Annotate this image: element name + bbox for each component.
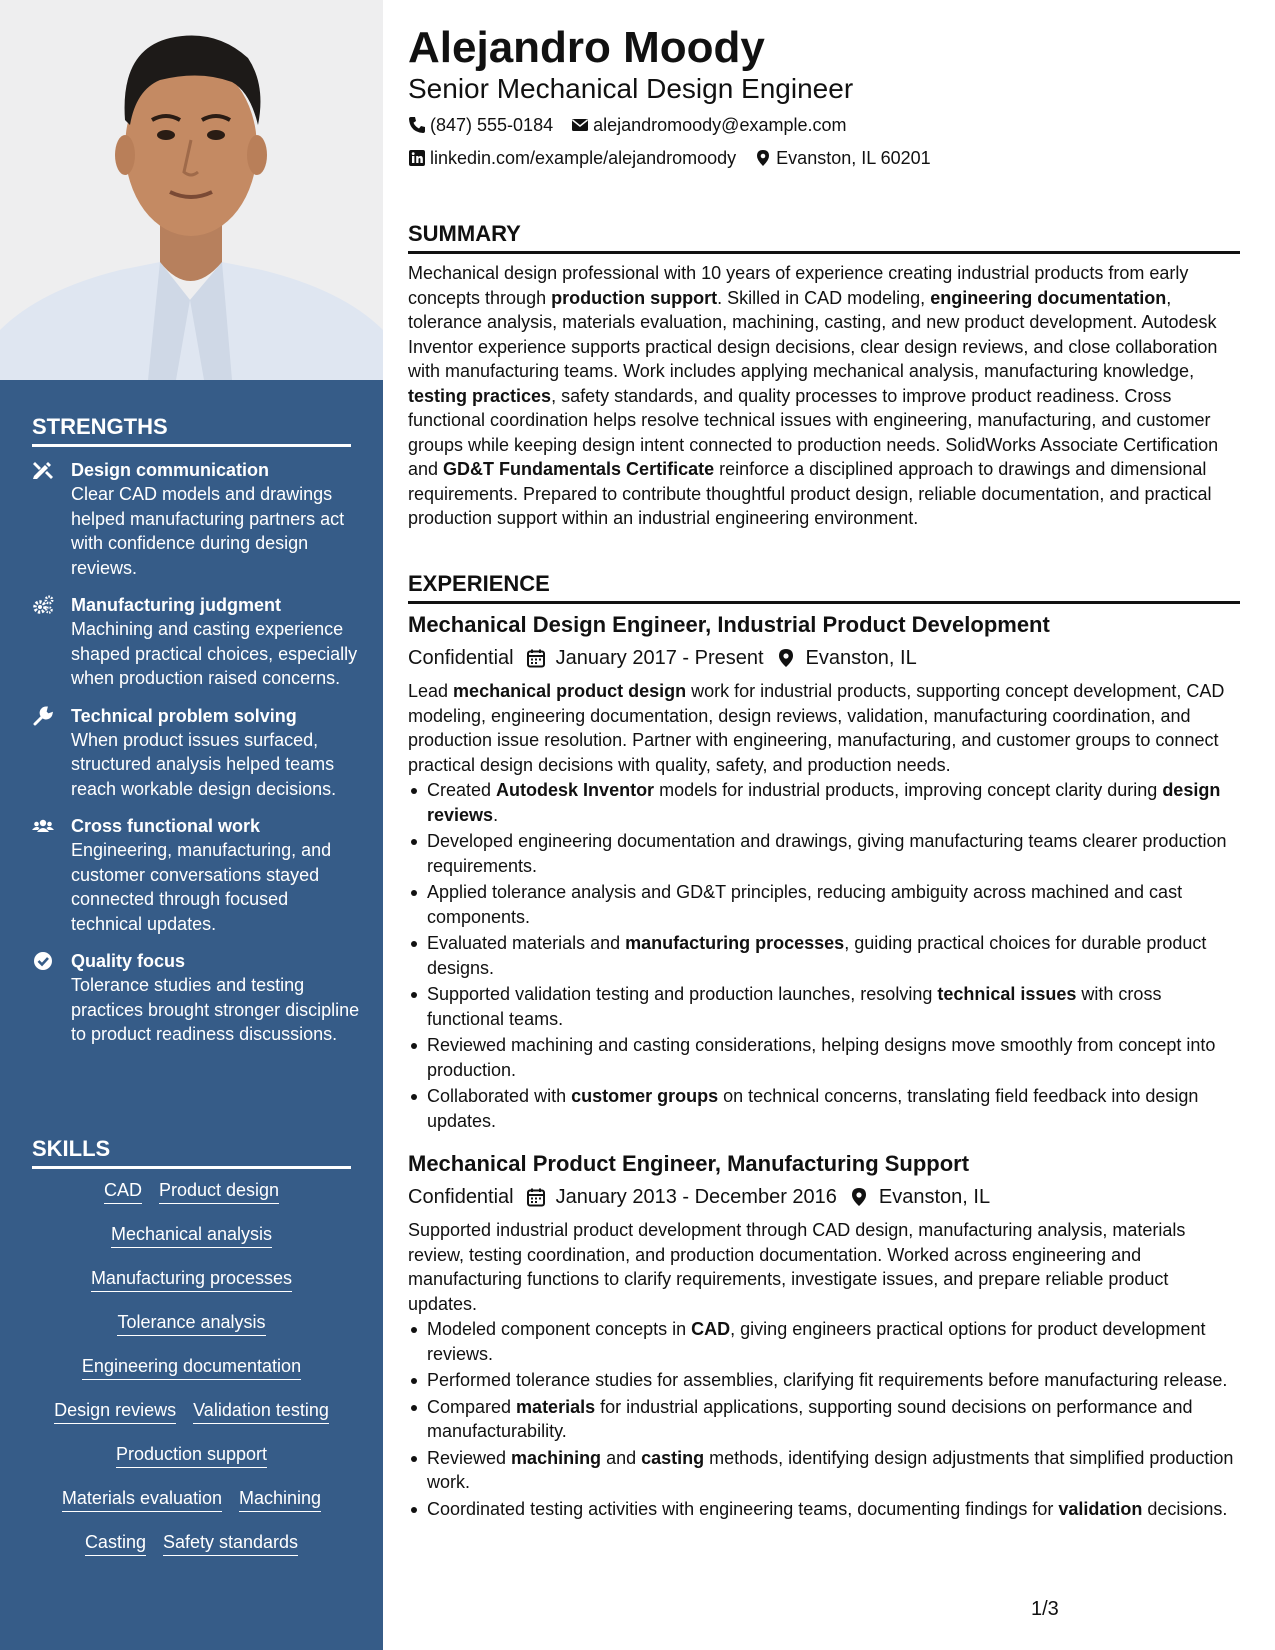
job-meta <box>408 1184 1240 1210</box>
text-run: models for industrial products, improving concept clarity during <box>654 780 1163 800</box>
emphasis-text: casting <box>641 1447 705 1468</box>
text-run: decisions. <box>1142 1498 1228 1519</box>
experience-heading: EXPERIENCE <box>408 570 1240 604</box>
gears-icon <box>32 595 54 615</box>
strength-title: Manufacturing judgment <box>71 595 281 615</box>
text-run: Evaluated materials and <box>427 933 626 953</box>
text-run: , tolerance analysis, materials evaluation, machining, casting, and new product development. Autodesk Inventor experience supports practical design decisions, clear design reviews, and close collaboration with manufacturing teams. Work includes applying mechanical analysis, manufacturing knowledge, <box>408 287 1218 381</box>
skill-tag: Safety standards <box>163 1530 298 1556</box>
skill-tag: Machining <box>239 1486 321 1512</box>
emphasis-text: testing practices <box>408 385 552 406</box>
emphasis-text: CAD <box>691 1319 731 1339</box>
skill-tag: Product design <box>159 1178 279 1204</box>
linkedin-icon <box>408 149 426 167</box>
bullet-item <box>408 931 1240 980</box>
skill-tag: CAD <box>104 1178 142 1204</box>
summary-heading: SUMMARY <box>408 220 1240 254</box>
phone-contact[interactable] <box>408 113 553 137</box>
emphasis-text: materials <box>516 1396 596 1417</box>
skill-tag: Manufacturing processes <box>91 1266 292 1292</box>
text-run: . Skilled in CAD modeling, <box>717 287 931 308</box>
emphasis-text: engineering documentation <box>930 287 1167 308</box>
bullet-item <box>408 1317 1240 1366</box>
skill-tag: Materials evaluation <box>62 1486 222 1512</box>
contact-row <box>408 113 847 137</box>
emphasis-text: machining <box>511 1447 602 1468</box>
sidebar <box>0 0 383 1650</box>
phone-number: (847) 555-0184 <box>430 115 554 135</box>
bullet-item <box>408 829 1240 878</box>
text-run: Developed engineering documentation and drawings, giving manufacturing teams clearer production requirements. <box>427 831 1227 876</box>
text-run: Performed tolerance studies for assemblies, clarifying fit requirements before manufacturing release. <box>427 1370 1228 1390</box>
email-contact[interactable] <box>571 113 846 137</box>
text-run: methods, identifying design adjustments that simplified production work. <box>427 1447 1234 1492</box>
emphasis-text: mechanical product design <box>453 681 687 701</box>
text-run: Mechanical design professional with 10 years of experience creating industrial products from early concepts through <box>408 263 1189 308</box>
strengths-list <box>32 458 362 1060</box>
text-run: , safety standards, and quality processes to improve product readiness. Cross functional coordination helps resolve technical issues with engineering, manufacturing, and customer groups while keeping design intent connected to production needs. SolidWorks Associate Certification and <box>408 385 1219 479</box>
strengths-heading: STRENGTHS <box>32 414 351 447</box>
strength-title: Cross functional work <box>71 816 261 836</box>
contact-row <box>408 146 931 170</box>
map-pin-icon <box>776 648 796 668</box>
bullet-item <box>408 982 1240 1031</box>
strength-item <box>32 704 362 802</box>
skills-list <box>32 1178 351 1556</box>
wrench-icon <box>32 706 54 726</box>
text-run: Modeled component concepts in <box>427 1319 692 1339</box>
skill-tag: Validation testing <box>193 1398 329 1424</box>
text-run: Reviewed <box>427 1447 512 1468</box>
job-description <box>408 679 1240 777</box>
location-contact <box>754 146 930 170</box>
emphasis-text: manufacturing processes <box>625 933 845 953</box>
emphasis-text: Autodesk Inventor <box>496 780 655 800</box>
skill-tag: Mechanical analysis <box>111 1222 272 1248</box>
strength-item <box>32 814 362 936</box>
phone-icon <box>408 116 426 134</box>
text-run: , giving engineers practical options for product development reviews. <box>427 1319 1206 1364</box>
map-pin-icon <box>754 149 772 167</box>
text-run: , guiding practical choices for durable product designs. <box>427 933 1207 978</box>
company-name: Confidential <box>408 1186 514 1208</box>
job-description <box>408 1218 1240 1316</box>
profile-photo <box>0 0 383 380</box>
job-dates: January 2013 - December 2016 <box>555 1186 837 1208</box>
job-bullets <box>408 778 1240 1133</box>
job-dates: January 2017 - Present <box>555 647 764 669</box>
bullet-item <box>408 1368 1240 1393</box>
job-location: Evanston, IL <box>878 1186 991 1208</box>
linkedin-url: linkedin.com/example/alejandromoody <box>430 148 737 168</box>
job-title: Mechanical Design Engineer, Industrial Product Development <box>408 612 1050 637</box>
strength-description: When product issues surfaced, structured analysis helped teams reach workable design decisions. <box>71 729 337 799</box>
map-pin-icon <box>849 1187 869 1207</box>
calendar-icon <box>526 648 546 668</box>
skill-tag: Casting <box>85 1530 146 1556</box>
emphasis-text: production support <box>551 287 718 308</box>
strength-item <box>32 458 362 580</box>
strength-title: Quality focus <box>71 951 186 971</box>
text-run: with cross functional teams. <box>427 984 1162 1029</box>
location-text: Evanston, IL 60201 <box>776 148 931 168</box>
emphasis-text: technical issues <box>937 984 1077 1004</box>
strength-title: Technical problem solving <box>71 705 297 726</box>
bullet-item <box>408 1497 1240 1522</box>
strength-description: Tolerance studies and testing practices brought stronger discipline to product readiness discussions. <box>71 975 360 1044</box>
company-name: Confidential <box>408 647 514 669</box>
text-run: Created <box>427 780 497 800</box>
skill-tag: Tolerance analysis <box>117 1310 265 1336</box>
job-entry <box>408 1150 1240 1523</box>
text-run: . <box>493 804 499 825</box>
strength-item <box>32 593 362 691</box>
job-meta <box>408 645 1240 671</box>
job-bullets <box>408 1317 1240 1521</box>
strength-title: Design communication <box>71 460 270 480</box>
emphasis-text: validation <box>1058 1498 1143 1519</box>
job-entry <box>408 611 1240 1135</box>
text-run: Collaborated with <box>427 1086 572 1106</box>
bullet-item <box>408 778 1240 827</box>
skill-tag: Engineering documentation <box>82 1354 301 1380</box>
text-run: Reviewed machining and casting considerations, helping designs move smoothly from concept into production. <box>427 1035 1216 1080</box>
skill-tag: Production support <box>116 1442 267 1468</box>
envelope-icon <box>571 116 589 134</box>
email-address: alejandromoody@example.com <box>593 115 847 135</box>
bullet-item <box>408 880 1240 929</box>
text-run: on technical concerns, translating field feedback into design updates. <box>427 1086 1199 1131</box>
text-run: Applied tolerance analysis and GD&T principles, reducing ambiguity across machined and cast components. <box>427 882 1183 927</box>
text-run: Compared <box>427 1396 517 1417</box>
users-icon <box>32 816 54 836</box>
calendar-icon <box>526 1187 546 1207</box>
strength-description: Machining and casting experience shaped practical choices, especially when production raised concerns. <box>71 619 358 688</box>
job-location: Evanston, IL <box>805 647 917 669</box>
text-run: Supported industrial product development through CAD design, manufacturing analysis, materials review, testing coordination, and production documentation. Worked across engineering and manufacturing functions to clarify requirements, investigate issues, and prepare reliable product updates. <box>408 1220 1186 1314</box>
bullet-item <box>408 1395 1240 1444</box>
summary-text <box>408 261 1240 531</box>
text-run: Supported validation testing and production launches, resolving <box>427 984 938 1004</box>
strength-description: Engineering, manufacturing, and customer conversations stayed connected through focused technical updates. <box>71 840 332 934</box>
bullet-item <box>408 1446 1240 1495</box>
text-run: Lead <box>408 681 454 701</box>
linkedin-contact[interactable] <box>408 146 736 170</box>
job-title: Mechanical Product Engineer, Manufacturing Support <box>408 1151 970 1176</box>
page-number: 1/3 <box>1031 1598 1059 1620</box>
job-title-header: Senior Mechanical Design Engineer <box>408 73 854 104</box>
check-circle-icon <box>32 951 54 971</box>
strength-item <box>32 949 362 1047</box>
bullet-item <box>408 1084 1240 1133</box>
strength-description: Clear CAD models and drawings helped manufacturing partners act with confidence during design reviews. <box>71 484 345 578</box>
text-run: work for industrial products, supporting concept development, CAD modeling, engineering documentation, design reviews, validation, manufacturing coordination, and production issue resolution. Partner with engineering, manufacturing, and customer groups to connect practical design decisions with quality, safety, and production needs. <box>408 681 1225 775</box>
skills-heading: SKILLS <box>32 1136 351 1169</box>
profile-photo-illustration <box>0 0 383 380</box>
emphasis-text: GD&T Fundamentals Certificate <box>443 459 715 479</box>
candidate-name: Alejandro Moody <box>408 23 765 72</box>
emphasis-text: design reviews <box>427 780 1221 825</box>
text-run: reinforce a disciplined approach to drawings and dimensional requirements. Prepared to contribute thoughtful product design, reliable documentation, and practical production support within an industrial engineering environment. <box>408 459 1212 528</box>
skill-tag: Design reviews <box>54 1398 176 1424</box>
text-run: Coordinated testing activities with engineering teams, documenting findings for <box>427 1498 1059 1519</box>
emphasis-text: customer groups <box>571 1086 719 1106</box>
text-run: for industrial applications, supporting sound decisions on performance and manufacturability. <box>427 1396 1193 1441</box>
bullet-item <box>408 1033 1240 1082</box>
text-run: and <box>601 1447 642 1468</box>
pencil-ruler-icon <box>32 460 54 480</box>
